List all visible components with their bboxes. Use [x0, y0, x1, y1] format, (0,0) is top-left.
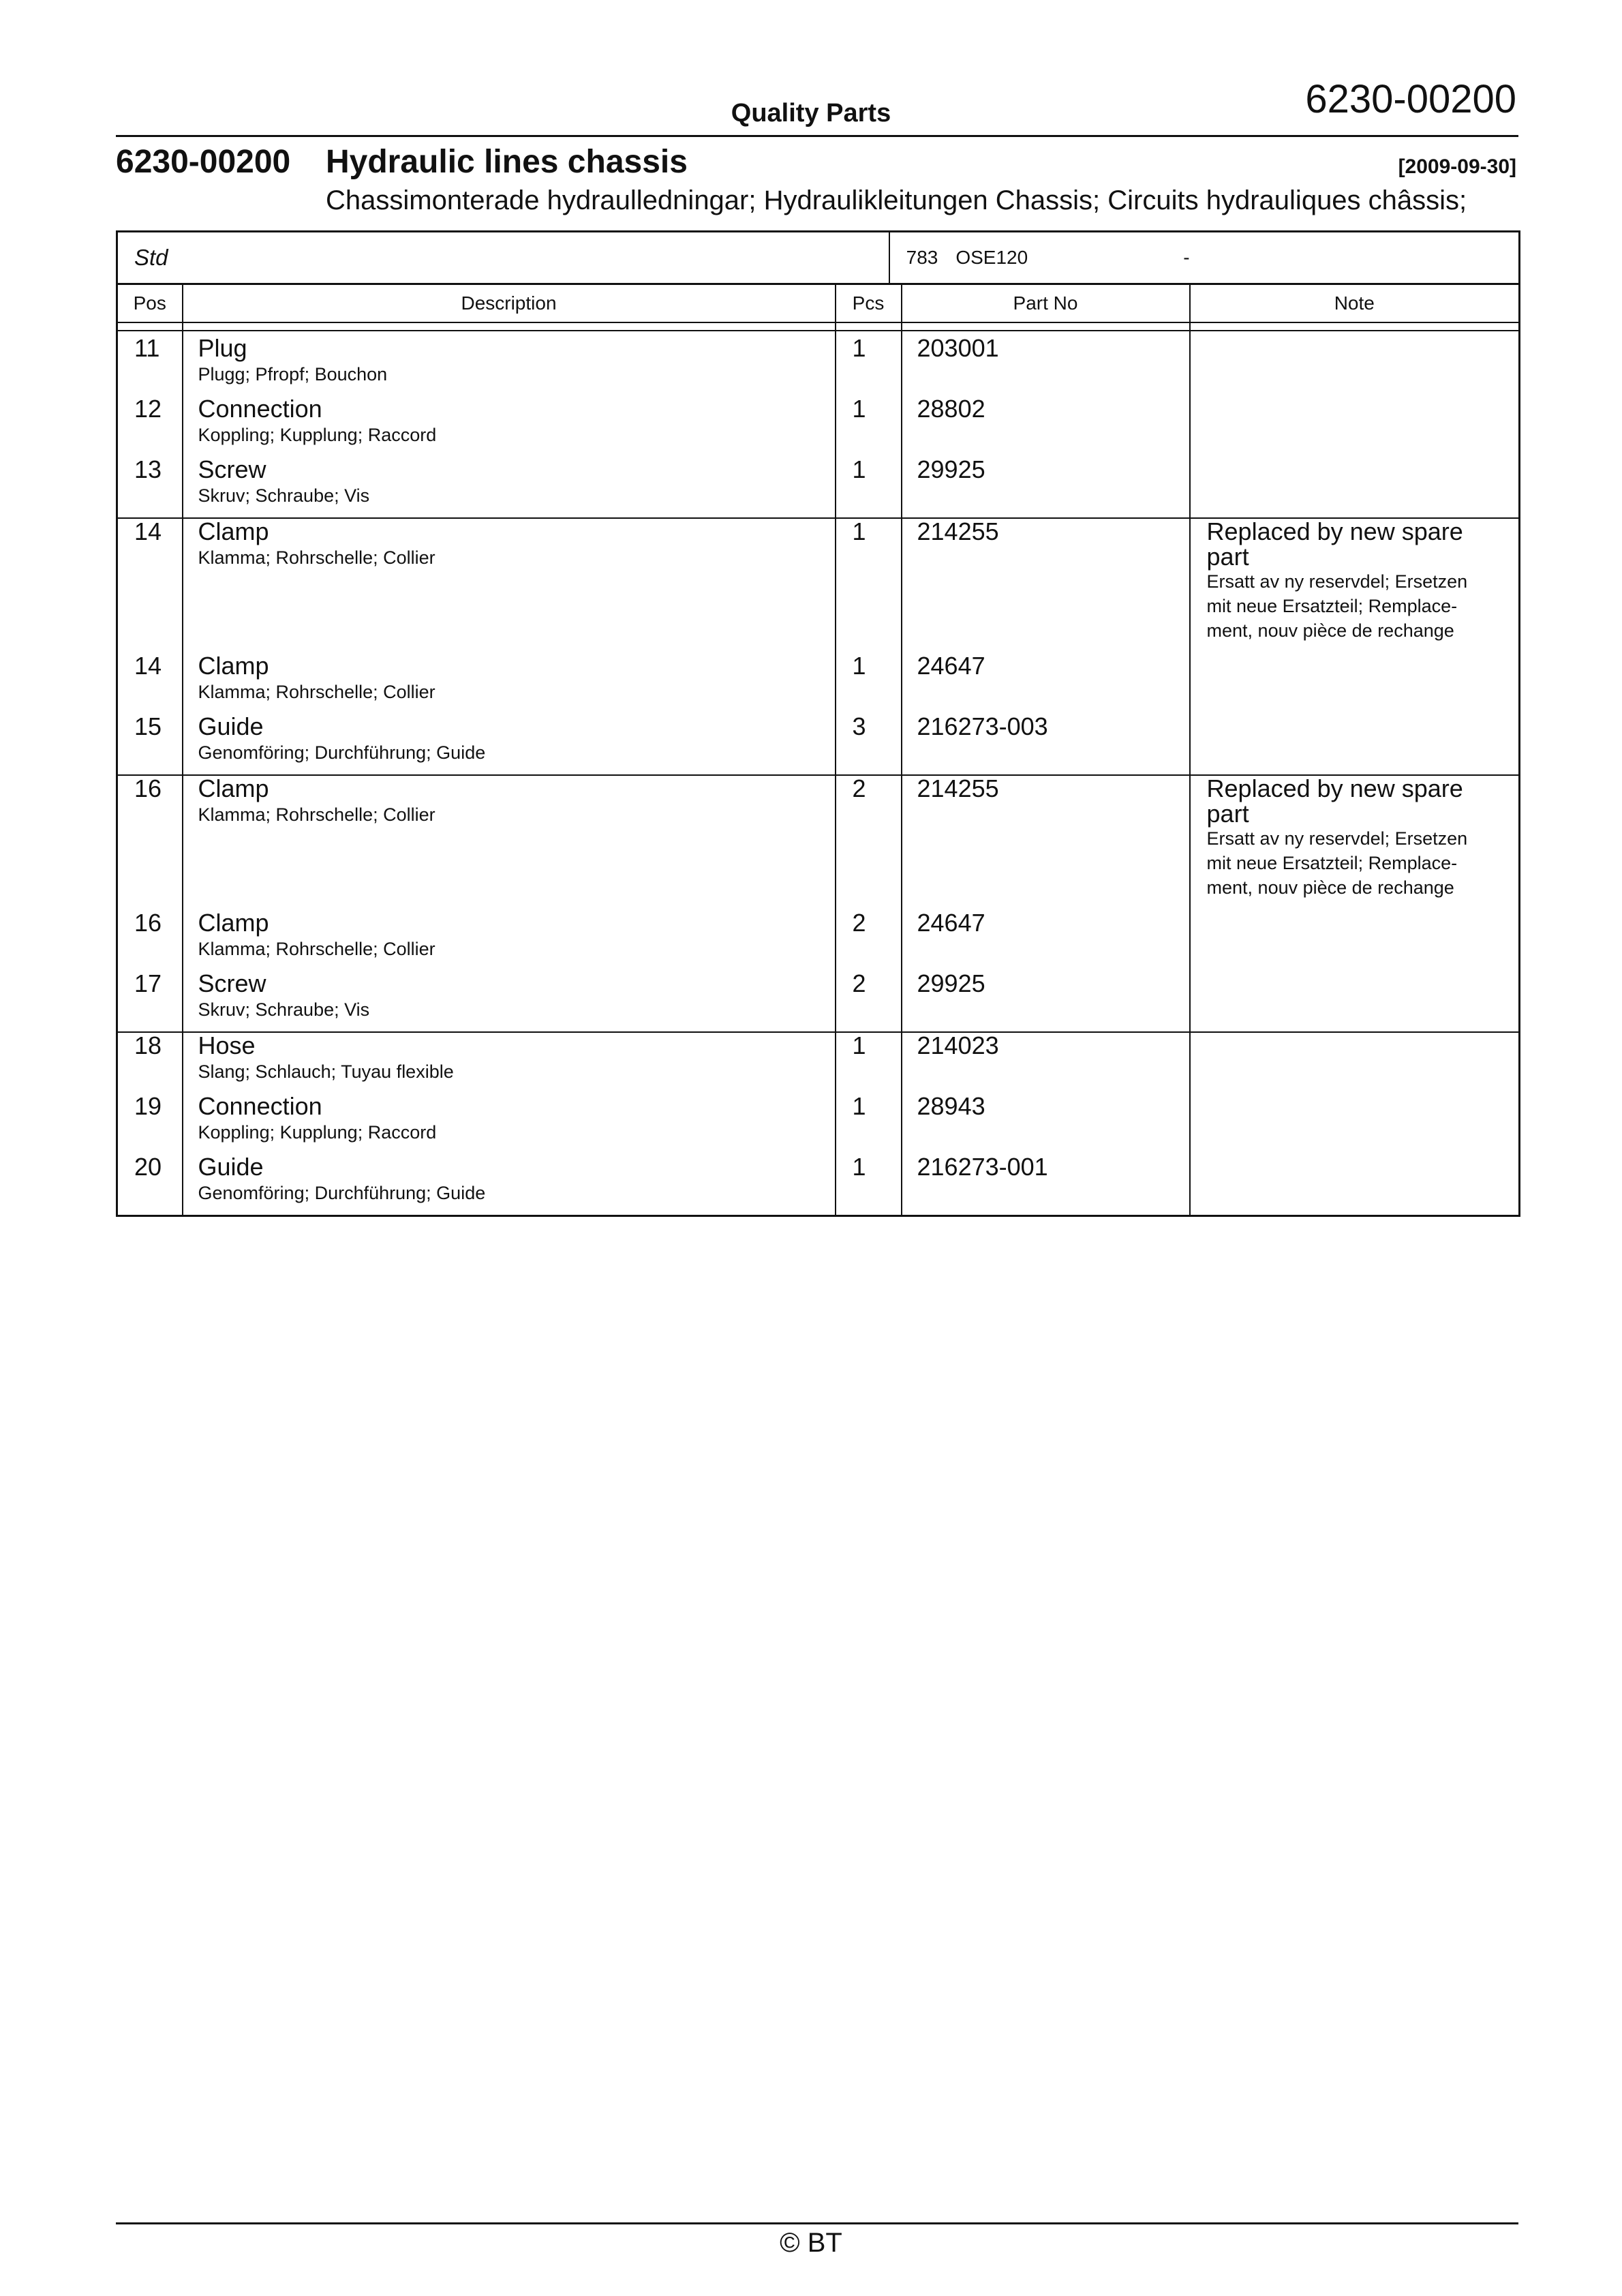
pcs-value: 1: [852, 1153, 866, 1181]
part-translation: Slang; Schlauch; Tuyau flexible: [198, 1061, 454, 1082]
table-row: [117, 1032, 1520, 1093]
revision-date: [2009-09-30]: [1398, 155, 1516, 178]
part-translation: Klamma; Rohrschelle; Collier: [198, 939, 435, 959]
part-translation: Klamma; Rohrschelle; Collier: [198, 804, 435, 825]
cell-note: [1190, 1032, 1520, 1093]
cell-description: [183, 457, 836, 518]
pos-value: 12: [134, 395, 162, 423]
cell-pcs: [836, 396, 902, 457]
cell-note: [1190, 1093, 1520, 1154]
cell-part-no: [902, 1032, 1190, 1093]
part-number: 216273-003: [917, 712, 1048, 740]
cell-pos: [117, 396, 183, 457]
pcs-value: 1: [852, 334, 866, 362]
table-row: [117, 457, 1520, 518]
part-number: 203001: [917, 334, 999, 362]
cell-note: [1190, 457, 1520, 518]
cell-description: [183, 1032, 836, 1093]
pcs-value: 3: [852, 712, 866, 740]
table-row: [117, 518, 1520, 653]
note-text: Replaced by new spare part: [1206, 517, 1463, 571]
cell-note: [1190, 653, 1520, 714]
cell-description: [183, 1093, 836, 1154]
pos-value: 20: [134, 1153, 162, 1181]
page-title: Hydraulic lines chassis: [326, 144, 688, 180]
pos-value: 19: [134, 1092, 162, 1120]
part-number: 29925: [917, 455, 985, 483]
part-name: Screw: [198, 969, 266, 997]
note-text: Replaced by new spare part: [1206, 774, 1463, 828]
cell-note: [1190, 1154, 1520, 1216]
column-header-row: [117, 284, 1520, 323]
cell-pcs: [836, 518, 902, 653]
part-name: Clamp: [198, 909, 269, 937]
cell-pos: [117, 775, 183, 910]
section-number: 6230-00200: [116, 144, 291, 180]
cell-pos: [117, 518, 183, 653]
part-name: Clamp: [198, 517, 269, 545]
cell-pcs: [836, 1093, 902, 1154]
cell-part-no: [902, 1093, 1190, 1154]
cell-part-no: [902, 910, 1190, 971]
part-name: Plug: [198, 334, 247, 362]
pos-value: 11: [134, 334, 160, 362]
part-number: 24647: [917, 652, 985, 680]
col-description-header: Description: [183, 284, 836, 323]
pcs-value: 1: [852, 455, 866, 483]
part-translation: Genomföring; Durchführung; Guide: [198, 1183, 486, 1203]
part-number: 28943: [917, 1092, 985, 1120]
cell-description: [183, 910, 836, 971]
cell-description: [183, 714, 836, 775]
cell-note: [1190, 775, 1520, 910]
header-doc-number: 6230-00200: [1305, 77, 1516, 121]
cell-pos: [117, 331, 183, 396]
pcs-value: 2: [852, 909, 866, 937]
table-row: [117, 1154, 1520, 1216]
part-name: Clamp: [198, 774, 269, 802]
col-pos-header: Pos: [117, 284, 183, 323]
cell-description: [183, 396, 836, 457]
cell-pos: [117, 1154, 183, 1216]
header-label: Quality Parts: [731, 99, 891, 127]
cell-pcs: [836, 714, 902, 775]
part-translation: Klamma; Rohrschelle; Collier: [198, 547, 435, 568]
part-name: Guide: [198, 712, 264, 740]
pos-value: 18: [134, 1031, 162, 1059]
part-name: Hose: [198, 1031, 256, 1059]
cell-pcs: [836, 971, 902, 1032]
pcs-value: 1: [852, 1031, 866, 1059]
cell-description: [183, 775, 836, 910]
table-row: [117, 331, 1520, 396]
header-gap: [117, 322, 1520, 331]
cell-part-no: [902, 653, 1190, 714]
part-number: 216273-001: [917, 1153, 1048, 1181]
table-row: [117, 653, 1520, 714]
pcs-value: 2: [852, 774, 866, 802]
note-translation: Ersatt av ny reservdel; Ersetzen mit neue Ersatzteil; Remplace-ment, nouv pièce de rechange: [1206, 571, 1468, 641]
cell-pcs: [836, 457, 902, 518]
part-number: 24647: [917, 909, 985, 937]
cell-part-no: [902, 457, 1190, 518]
cell-pos: [117, 971, 183, 1032]
cell-note: [1190, 396, 1520, 457]
pcs-value: 1: [852, 652, 866, 680]
pos-value: 14: [134, 652, 162, 680]
col-note-header: Note: [1334, 292, 1375, 314]
variant-extra: -: [1183, 247, 1190, 268]
cell-part-no: [902, 331, 1190, 396]
cell-pcs: [836, 910, 902, 971]
cell-pos: [117, 910, 183, 971]
col-part-no-header: Part No: [902, 284, 1190, 323]
table-row: [117, 714, 1520, 775]
pos-value: 17: [134, 969, 162, 997]
cell-pcs: [836, 1154, 902, 1216]
part-name: Connection: [198, 1092, 322, 1120]
pos-value: 16: [134, 774, 162, 802]
pos-value: 16: [134, 909, 162, 937]
cell-pcs: [836, 653, 902, 714]
table-row: [117, 971, 1520, 1032]
cell-pcs: [836, 1032, 902, 1093]
part-number: 29925: [917, 969, 985, 997]
table-row: [117, 910, 1520, 971]
part-name: Connection: [198, 395, 322, 423]
page-subtitle: Chassimonterade hydraulledningar; Hydraulikleitungen Chassis; Circuits hydrauliques châssis;: [326, 185, 1467, 215]
cell-note: [1190, 331, 1520, 396]
cell-pcs: [836, 331, 902, 396]
part-number: 28802: [917, 395, 985, 423]
col-pcs-header: Pcs: [836, 284, 902, 323]
footer-copyright: © BT: [780, 2228, 842, 2258]
pos-value: 14: [134, 517, 162, 545]
cell-description: [183, 518, 836, 653]
cell-pos: [117, 1093, 183, 1154]
cell-part-no: [902, 775, 1190, 910]
table-row: [117, 775, 1520, 910]
cell-pos: [117, 457, 183, 518]
cell-description: [183, 653, 836, 714]
part-translation: Koppling; Kupplung; Raccord: [198, 425, 437, 445]
part-translation: Plugg; Pfropf; Bouchon: [198, 364, 388, 384]
cell-part-no: [902, 1154, 1190, 1216]
cell-description: [183, 1154, 836, 1216]
variant-model: OSE120: [955, 247, 1028, 268]
cell-part-no: [902, 396, 1190, 457]
pcs-value: 1: [852, 517, 866, 545]
header-divider: [116, 135, 1518, 137]
cell-note: [1190, 971, 1520, 1032]
variant-label: Std: [134, 245, 168, 270]
part-translation: Klamma; Rohrschelle; Collier: [198, 682, 435, 702]
part-translation: Genomföring; Durchführung; Guide: [198, 742, 486, 763]
cell-description: [183, 971, 836, 1032]
cell-note: [1190, 910, 1520, 971]
cell-description: [183, 331, 836, 396]
part-name: Guide: [198, 1153, 264, 1181]
pcs-value: 1: [852, 395, 866, 423]
table-row: [117, 396, 1520, 457]
cell-pos: [117, 714, 183, 775]
cell-note: [1190, 714, 1520, 775]
cell-part-no: [902, 714, 1190, 775]
cell-pcs: [836, 775, 902, 910]
part-translation: Skruv; Schraube; Vis: [198, 999, 370, 1020]
part-name: Screw: [198, 455, 266, 483]
table-row: [117, 1093, 1520, 1154]
note-translation: Ersatt av ny reservdel; Ersetzen mit neue Ersatzteil; Remplace-ment, nouv pièce de rechange: [1206, 828, 1468, 898]
part-translation: Skruv; Schraube; Vis: [198, 485, 370, 506]
part-number: 214255: [917, 774, 999, 802]
pcs-value: 2: [852, 969, 866, 997]
part-name: Clamp: [198, 652, 269, 680]
footer-divider: [116, 2222, 1518, 2224]
variant-code: 783: [906, 247, 938, 268]
parts-table: [116, 230, 1520, 1217]
part-translation: Koppling; Kupplung; Raccord: [198, 1122, 437, 1143]
cell-pos: [117, 653, 183, 714]
pcs-value: 1: [852, 1092, 866, 1120]
cell-note: [1190, 518, 1520, 653]
pos-value: 15: [134, 712, 162, 740]
pos-value: 13: [134, 455, 162, 483]
cell-pos: [117, 1032, 183, 1093]
part-number: 214023: [917, 1031, 999, 1059]
variant-row: [117, 232, 1520, 284]
cell-part-no: [902, 518, 1190, 653]
part-number: 214255: [917, 517, 999, 545]
cell-part-no: [902, 971, 1190, 1032]
